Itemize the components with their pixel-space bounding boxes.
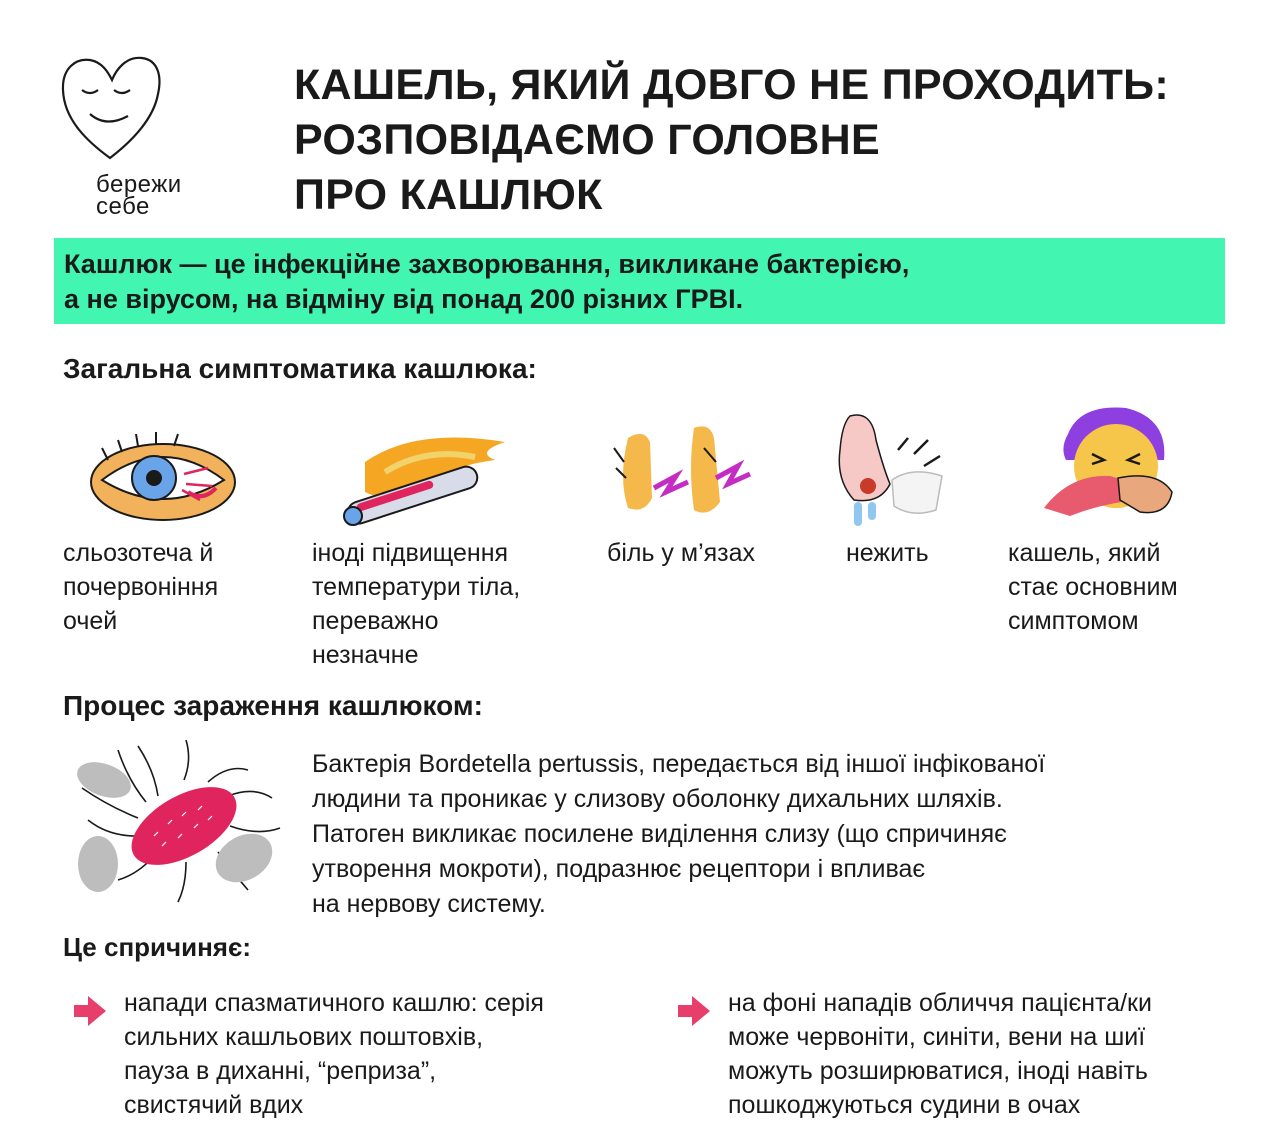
symptom-runny-nose-line-1: нежить xyxy=(846,539,929,567)
muscle-pain-icon xyxy=(604,418,754,530)
arrow-right-icon xyxy=(72,994,108,1028)
process-description xyxy=(312,747,1045,922)
effect-item-1-line-3: пауза в диханні, “реприза”, xyxy=(124,1057,437,1085)
process-line-4: утворення мокроти), подразнює рецептори і впливає xyxy=(312,855,926,883)
title-line-2: РОЗПОВІДАЄМО ГОЛОВНЕ xyxy=(294,116,880,164)
symptom-temperature-line-1: іноді підвищення xyxy=(312,539,509,567)
symptom-cough-line-2: стає основним xyxy=(1008,573,1178,601)
symptom-temperature-line-3: переважно xyxy=(312,607,439,635)
arrow-right-icon xyxy=(676,994,712,1028)
symptom-eyes xyxy=(63,536,218,638)
process-heading: Процес зараження кашлюком: xyxy=(63,690,483,721)
symptom-eyes-line-2: почервоніння xyxy=(63,573,219,601)
effect-item-2-line-2: може червоніти, синіти, вени на шиї xyxy=(728,1023,1146,1051)
bacteria-icon xyxy=(58,740,288,905)
symptom-eyes-line-3: очей xyxy=(63,607,118,635)
effect-item-1-line-4: свистячий вдих xyxy=(124,1091,304,1119)
highlight-line-1: Кашлюк — це інфекційне захворювання, викликане бактерією, xyxy=(64,249,910,279)
symptom-runny-nose xyxy=(846,536,929,570)
runny-nose-icon xyxy=(832,410,947,530)
effect-item-2-line-3: можуть розширюватися, іноді навіть xyxy=(728,1057,1148,1085)
title-line-3: ПРО КАШЛЮК xyxy=(294,171,603,219)
symptom-eyes-line-1: сльозотеча й xyxy=(63,539,214,567)
symptom-temperature-line-4: незначне xyxy=(312,641,419,669)
thermometer-icon xyxy=(325,432,510,527)
page-title xyxy=(294,58,1254,223)
symptom-temperature xyxy=(312,536,520,672)
process-line-1: Бактерія Bordetella pertussis, передається від іншої інфікованої xyxy=(312,750,1046,778)
logo xyxy=(58,50,208,220)
smiling-heart-icon xyxy=(58,50,168,170)
logo-text-line-1: бережи xyxy=(96,171,182,198)
effect-item-2-line-4: пошкоджуються судини в очах xyxy=(728,1091,1081,1119)
coughing-face-icon xyxy=(1040,404,1185,526)
symptom-cough xyxy=(1008,536,1178,638)
effect-item-1-line-2: сильних кашльових поштовхів, xyxy=(124,1023,484,1051)
title-line-1: КАШЕЛЬ, ЯКИЙ ДОВГО НЕ ПРОХОДИТЬ: xyxy=(294,61,1169,109)
effect-item-2-line-1: на фоні нападів обличчя пацієнта/ки xyxy=(728,989,1152,1017)
process-line-3: Патоген викликає посилене виділення слизу (що спричиняє xyxy=(312,820,1007,848)
red-eye-icon xyxy=(88,430,238,525)
symptoms-heading: Загальна симптоматика кашлюка: xyxy=(63,353,537,384)
symptom-cough-line-3: симптомом xyxy=(1008,607,1139,635)
effect-item-1-line-1: напади спазматичного кашлю: серія xyxy=(124,989,544,1017)
effects-heading: Це спричиняє: xyxy=(63,932,251,962)
effect-item-1-text xyxy=(124,986,544,1122)
effect-item-2-text xyxy=(728,986,1152,1122)
process-line-5: на нервову систему. xyxy=(312,890,546,918)
symptom-cough-line-1: кашель, який xyxy=(1008,539,1161,567)
symptom-muscle-pain-line-1: біль у м’язах xyxy=(607,539,756,567)
symptom-muscle-pain xyxy=(607,536,755,570)
process-line-2: людини та проникає у слизову оболонку дихальних шляхів. xyxy=(312,785,1003,813)
logo-text-line-2: себе xyxy=(96,193,150,220)
symptom-temperature-line-2: температури тіла, xyxy=(312,573,521,601)
highlight-banner xyxy=(54,238,1225,324)
highlight-line-2: а не вірусом, на відміну від понад 200 різних ГРВІ. xyxy=(64,284,744,314)
logo-text xyxy=(96,171,182,220)
